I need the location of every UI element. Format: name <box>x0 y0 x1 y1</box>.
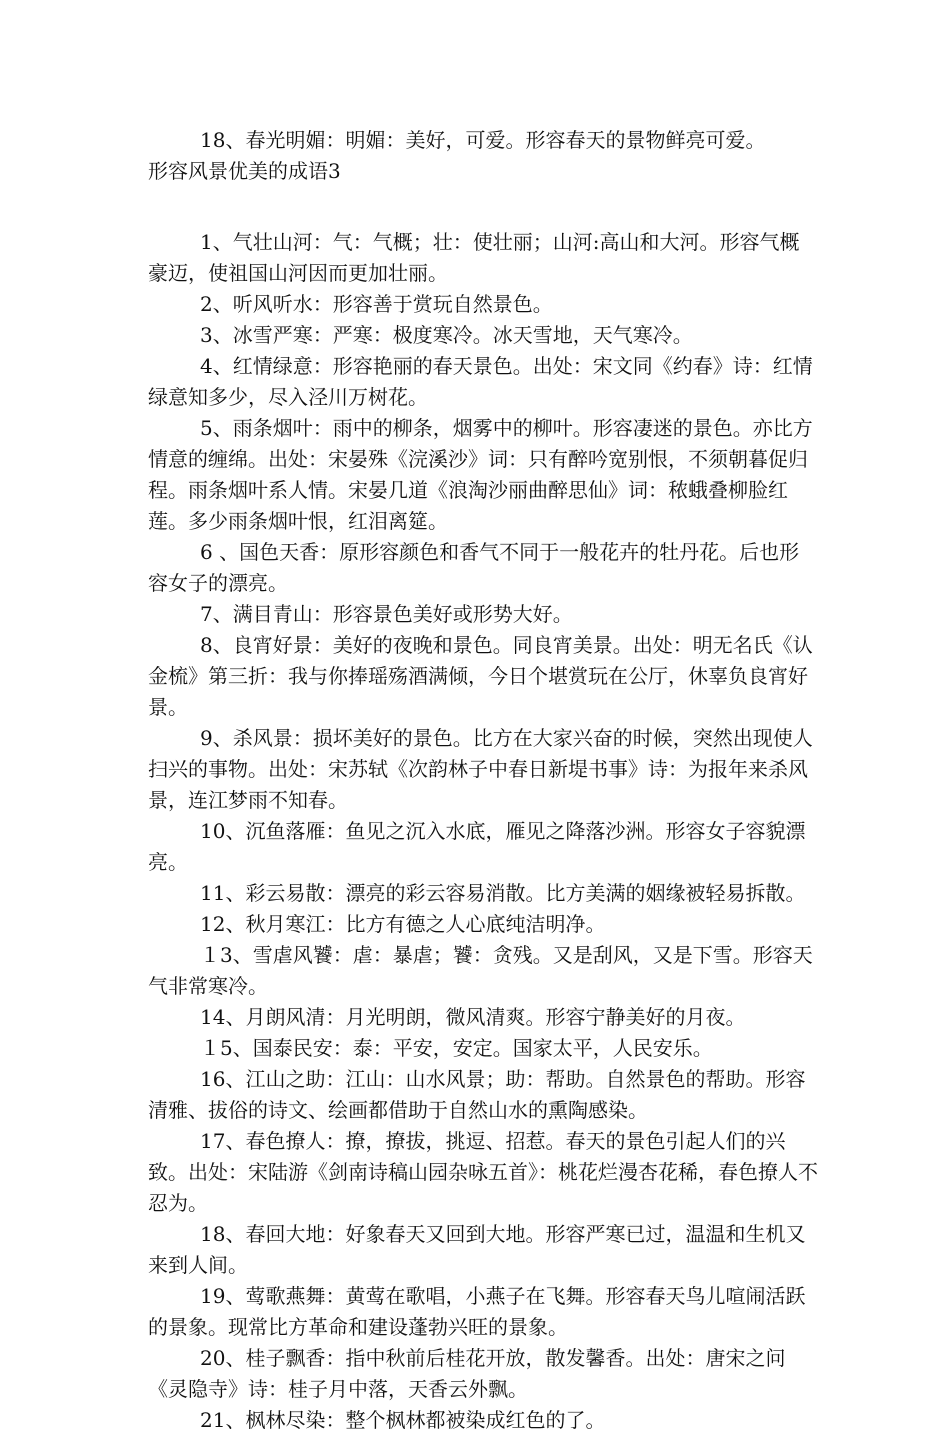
list-item: 16、江山之助：江山：山水风景；助：帮助。自然景色的帮助。形容清雅、拔俗的诗文、绘画都借助于自然山水的熏陶感染。 <box>148 1067 806 1122</box>
idiom-list <box>148 227 818 1436</box>
intro-block <box>148 125 828 187</box>
list-item: 17、春色撩人：撩，撩拔，挑逗、招惹。春天的景色引起人们的兴致。出处：宋陆游《剑南诗稿山园杂咏五首》：桃花烂漫杏花稀，春色撩人不忍为。 <box>148 1129 818 1215</box>
list-item: 9、杀风景：损坏美好的景色。比方在大家兴奋的时候，突然出现使人扫兴的事物。出处：宋苏轼《次韵林子中春日新堤书事》诗：为报年来杀风景，连江梦雨不知春。 <box>148 726 813 812</box>
list-item: 11、彩云易散：漂亮的彩云容易消散。比方美满的姻缘被轻易拆散。 <box>200 881 806 905</box>
list-item: 19、莺歌燕舞：黄莺在歌唱，小燕子在飞舞。形容春天鸟儿喧闹活跃的景象。现常比方革命和建设蓬勃兴旺的景象。 <box>148 1284 806 1339</box>
list-item: 3、冰雪严寒：严寒：极度寒冷。冰天雪地，天气寒冷。 <box>200 323 693 347</box>
intro-item-18: 18、春光明媚：明媚：美好，可爱。形容春天的景物鲜亮可爱。 <box>200 128 766 152</box>
section-heading: 形容风景优美的成语3 <box>148 159 341 183</box>
list-item: 4、红情绿意：形容艳丽的春天景色。出处：宋文同《约春》诗：红情绿意知多少，尽入泾川万树花。 <box>148 354 813 409</box>
list-item: １5、国泰民安：泰：平安，安定。国家太平，人民安乐。 <box>200 1036 713 1060</box>
list-item: １3、雪虐风饕：虐：暴虐；饕：贪残。又是刮风，又是下雪。形容天气非常寒冷。 <box>148 943 813 998</box>
list-item: 14、月朗风清：月光明朗，微风清爽。形容宁静美好的月夜。 <box>200 1005 746 1029</box>
list-item: 20、桂子飘香：指中秋前后桂花开放，散发馨香。出处：唐宋之问《灵隐寺》诗：桂子月中落，天香云外飘。 <box>148 1346 786 1401</box>
list-item: 1、气壮山河：气：气概；壮：使壮丽；山河:高山和大河。形容气概豪迈，使祖国山河因而更加壮丽。 <box>148 230 800 285</box>
list-item: 6 、国色天香：原形容颜色和香气不同于一般花卉的牡丹花。后也形容女子的漂亮。 <box>148 540 800 595</box>
list-item: 5、雨条烟叶：雨中的柳条，烟雾中的柳叶。形容凄迷的景色。亦比方情意的缠绵。出处：宋晏殊《浣溪沙》词：只有醉吟宽别恨，不须朝暮促归程。雨条烟叶系人情。宋晏几道《浪淘沙丽曲醉思仙》词：秾蛾叠柳脸红莲。多少雨条烟叶恨，红泪离筵。 <box>148 416 813 533</box>
list-item: 2、听风听水：形容善于赏玩自然景色。 <box>200 292 553 316</box>
list-item: 7、满目青山：形容景色美好或形势大好。 <box>200 602 573 626</box>
list-item: 12、秋月寒江：比方有德之人心底纯洁明净。 <box>200 912 606 936</box>
list-item: 21、枫林尽染：整个枫林都被染成红色的了。 <box>200 1408 606 1432</box>
list-item: 18、春回大地：好象春天又回到大地。形容严寒已过，温温和生机又来到人间。 <box>148 1222 806 1277</box>
list-item: 10、沉鱼落雁：鱼见之沉入水底，雁见之降落沙洲。形容女子容貌漂亮。 <box>148 819 806 874</box>
list-item: 8、良宵好景：美好的夜晚和景色。同良宵美景。出处：明无名氏《认金梳》第三折：我与你捧瑶殇酒满倾，今日个堪赏玩在公厅，休辜负良宵好景。 <box>148 633 813 719</box>
